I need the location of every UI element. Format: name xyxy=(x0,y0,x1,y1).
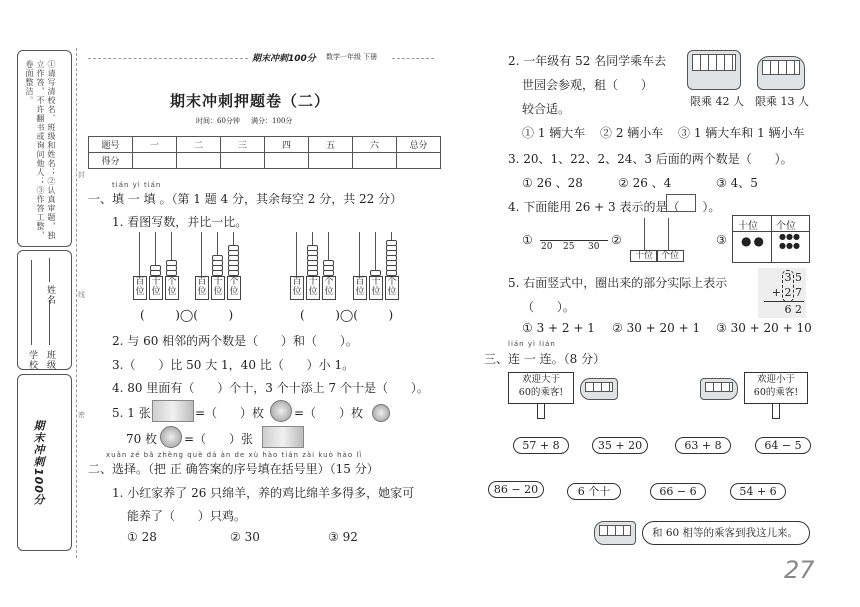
passenger-6-tens[interactable]: 6 个十 xyxy=(567,483,621,500)
small-bus-icon xyxy=(757,56,805,90)
abacus-rod xyxy=(359,232,360,276)
sign1-post xyxy=(537,403,545,419)
q4-abacus-preview xyxy=(666,194,696,212)
score-h7: 总分 xyxy=(397,137,441,153)
q4-place-table xyxy=(732,215,810,263)
score-cell[interactable] xyxy=(221,153,265,169)
s2-q2-opt3[interactable]: ③ 1 辆大车和 1 辆小车 xyxy=(678,126,805,140)
passenger-63+8[interactable]: 63 + 8 xyxy=(675,437,731,454)
s2-q5a: 5. 右面竖式中，圈出来的部分实际上表示 xyxy=(508,276,728,290)
school-label: 学校 xyxy=(27,350,37,370)
s2-q3-opt3[interactable]: ③ 4、5 xyxy=(716,176,758,190)
compare-line-2: ( )◯( ) xyxy=(300,308,394,322)
header-dash-left xyxy=(88,58,248,59)
sign1-line2: 60的乘客! xyxy=(518,387,564,398)
bus-right-icon xyxy=(580,378,618,400)
abacus-bead xyxy=(150,265,161,271)
abacus-rod xyxy=(296,232,297,276)
score-h2: 二 xyxy=(177,137,221,153)
bus-left-icon xyxy=(700,378,738,400)
s2-q4-opt2-marker[interactable]: ② xyxy=(611,233,622,247)
coin-1-icon xyxy=(160,426,182,448)
s1-q1: 1. 看图写数，并比一比。 xyxy=(112,215,248,229)
s1-q5e: =（ ）张 xyxy=(184,432,253,446)
s2-q4: 4. 下面能用 26 + 3 表示的是（ ）。 xyxy=(508,200,721,214)
sign2-line2: 60的乘客! xyxy=(753,387,799,398)
s2-q1-opt1[interactable]: ① 28 xyxy=(127,530,157,544)
s3-heading: 三、连 一 连。（8 分） xyxy=(484,352,606,366)
header-subject: 数学一年级 下册 xyxy=(326,53,378,61)
s2-q1-opt2[interactable]: ② 30 xyxy=(230,530,260,544)
s1-q5b: =（ ）枚 xyxy=(195,406,264,420)
s1-pinyin: tián yì tián xyxy=(112,181,162,189)
bus-bottom-icon xyxy=(594,521,636,545)
abacus-bead xyxy=(212,255,223,261)
edge-mark-3: 密 xyxy=(78,411,85,419)
abacus-bead xyxy=(166,260,177,266)
cut-line xyxy=(76,48,77,558)
place-label: 百位 xyxy=(353,276,367,300)
s2-q1a: 1. 小红家养了 26 只绵羊，养的鸡比绵羊多得多，她家可 xyxy=(112,486,415,500)
s2-q5b: （ ）。 xyxy=(522,300,575,314)
score-h3: 三 xyxy=(221,137,265,153)
s2-q3-opt2[interactable]: ② 26 、4 xyxy=(618,176,672,190)
number-line xyxy=(540,240,608,241)
sidebar-logo: 期末冲刺100分 xyxy=(32,420,45,506)
s1-q3: 3.（ ）比 50 大 1，40 比（ ）小 1。 xyxy=(112,358,355,372)
name-line xyxy=(49,258,50,282)
coin-1-icon xyxy=(270,400,292,422)
abacus xyxy=(133,232,181,302)
s2-q1b: 能养了（ ）只鸡。 xyxy=(127,509,246,523)
abacus-rod xyxy=(139,232,140,276)
score-h5: 五 xyxy=(309,137,353,153)
abacus-bead xyxy=(228,245,239,251)
passenger-57+8[interactable]: 57 + 8 xyxy=(513,437,569,454)
place-label: 百位 xyxy=(133,276,147,300)
ones-dots: ●●● ●●● xyxy=(779,232,800,250)
sign-greater-60 xyxy=(508,372,574,404)
s2-q2-opt2[interactable]: ② 2 辆小车 xyxy=(600,126,664,140)
s2-q4-opt3-marker[interactable]: ③ xyxy=(716,233,727,247)
number-line-label-30: 30 xyxy=(588,242,600,252)
passenger-86-20[interactable]: 86 − 20 xyxy=(488,481,544,498)
s2-q2c: 较合适。 xyxy=(522,102,571,116)
q4-place-one: 个位 xyxy=(656,250,684,262)
q4-table-one: 个位 xyxy=(776,221,796,232)
s3-pinyin: lián yì lián xyxy=(508,340,556,348)
abacus-bead xyxy=(386,240,397,246)
abacus xyxy=(195,232,243,302)
s2-pinyin: xuǎn zé bǎ zhèng què dá àn de xù hào tián zài kuò hào lǐ xyxy=(106,451,363,459)
s1-q5a: 5. 1 张 xyxy=(112,406,151,420)
score-r0: 得分 xyxy=(89,153,133,169)
abacus xyxy=(353,232,401,302)
exam-meta: 时间：60分钟 满分：100分 xyxy=(196,117,293,125)
abacus-bead xyxy=(323,260,334,266)
place-label: 百位 xyxy=(290,276,304,300)
s2-q4-opt1-marker[interactable]: ① xyxy=(522,233,533,247)
vertical-row3: 6 2 xyxy=(784,303,802,316)
coin-jiao-icon xyxy=(372,404,390,422)
s1-heading: 一、填 一 填 。（第 1 题 4 分，其余每空 2 分，共 22 分） xyxy=(88,192,403,206)
name-label: 姓名 xyxy=(45,285,55,305)
place-label: 个位 xyxy=(227,276,241,300)
bus-speech-text: 和 60 相等的乘客到我这儿来。 xyxy=(652,527,799,539)
s2-q1-opt3[interactable]: ③ 92 xyxy=(328,530,358,544)
vertical-row1: 3 5 xyxy=(784,271,802,284)
sign2-post xyxy=(772,403,780,419)
score-table xyxy=(88,136,441,169)
score-cell[interactable] xyxy=(177,153,221,169)
bus1-capacity: 限乘 42 人 xyxy=(690,95,744,108)
score-h1: 一 xyxy=(133,137,177,153)
s2-q3: 3. 20、1、22、2、24、3 后面的两个数是（ ）。 xyxy=(508,152,793,166)
place-label: 个位 xyxy=(385,276,399,300)
banknote-10-icon xyxy=(262,426,304,448)
s1-q5c: =（ ）枚 xyxy=(294,406,363,420)
score-cell[interactable] xyxy=(309,153,353,169)
number-line-label-20: 20 xyxy=(541,242,553,252)
score-cell[interactable] xyxy=(265,153,309,169)
passenger-64-5[interactable]: 64 − 5 xyxy=(755,437,811,454)
score-h6: 六 xyxy=(353,137,397,153)
q4-abacus xyxy=(630,218,684,260)
s2-q2a: 2. 一年级有 52 名同学乘车去 xyxy=(508,54,667,68)
place-label: 个位 xyxy=(165,276,179,300)
vertical-calc xyxy=(758,268,806,318)
s2-q5-opt1[interactable]: ① 3 + 2 + 1 xyxy=(522,321,595,335)
score-h0: 题号 xyxy=(89,137,133,153)
header-brand: 期末冲刺100分 xyxy=(252,54,316,64)
edge-mark-1: 封 xyxy=(78,171,85,179)
page-number: 27 xyxy=(784,556,815,584)
page-title: 期末冲刺押题卷（二） xyxy=(170,92,331,110)
edge-mark-2: 线 xyxy=(78,291,85,299)
abacus-rod xyxy=(201,232,202,276)
score-cell[interactable] xyxy=(133,153,177,169)
banknote-10-icon xyxy=(152,400,194,422)
score-h4: 四 xyxy=(265,137,309,153)
s2-q2b: 世园会参观，租（ ） xyxy=(522,78,653,92)
sidebar-instructions: ①请写清校名、班级和姓名；②认真审题，独立作答，不许翻书或询问他人；③作答工整，卷面整洁。 xyxy=(25,60,56,240)
s2-q5-opt3[interactable]: ③ 30 + 20 + 10 xyxy=(716,321,812,335)
s2-q3-opt1[interactable]: ① 26 、28 xyxy=(522,176,583,190)
s2-q2-opt1[interactable]: ① 1 辆大车 xyxy=(522,126,586,140)
school-line xyxy=(31,260,32,345)
big-bus-icon xyxy=(687,50,741,90)
abacus-bead xyxy=(307,245,318,251)
place-label: 十位 xyxy=(306,276,320,300)
q4-place-ten: 十位 xyxy=(630,250,658,262)
abacus xyxy=(290,232,338,302)
score-cell[interactable] xyxy=(353,153,397,169)
passenger-35+20[interactable]: 35 + 20 xyxy=(592,437,648,454)
s2-q5-opt2[interactable]: ② 30 + 20 + 1 xyxy=(612,321,701,335)
tens-dots: ●● xyxy=(741,234,766,248)
class-line xyxy=(49,300,50,345)
place-label: 十位 xyxy=(369,276,383,300)
number-line-label-25: 25 xyxy=(563,242,575,252)
s2-heading: 二、选择。（把 正 确答案的序号填在括号里）（15 分） xyxy=(88,462,379,476)
place-label: 百位 xyxy=(195,276,209,300)
score-cell[interactable] xyxy=(397,153,441,169)
vertical-circle xyxy=(782,270,794,302)
sign-less-60 xyxy=(744,372,808,404)
place-label: 十位 xyxy=(149,276,163,300)
s1-q2: 2. 与 60 相邻的两个数是（ ）和（ ）。 xyxy=(112,334,358,348)
bus2-capacity: 限乘 13 人 xyxy=(755,95,809,108)
s1-q5d: 70 枚 xyxy=(126,432,158,446)
place-label: 十位 xyxy=(211,276,225,300)
place-label: 个位 xyxy=(322,276,336,300)
q4-table-ten: 十位 xyxy=(738,221,758,232)
sign2-line1: 欢迎小于 xyxy=(756,374,795,385)
s1-q4: 4. 80 里面有（ ）个十，3 个十添上 7 个十是（ ）。 xyxy=(112,381,429,395)
passenger-66-6[interactable]: 66 − 6 xyxy=(650,483,706,500)
class-label: 班级 xyxy=(45,350,55,370)
passenger-54+6[interactable]: 54 + 6 xyxy=(730,483,786,500)
vertical-row2: + 2 7 xyxy=(771,286,802,299)
header-dash-right xyxy=(392,58,434,59)
compare-line-1: ( )◯( ) xyxy=(140,308,234,322)
sign1-line1: 欢迎大于 xyxy=(521,374,560,385)
